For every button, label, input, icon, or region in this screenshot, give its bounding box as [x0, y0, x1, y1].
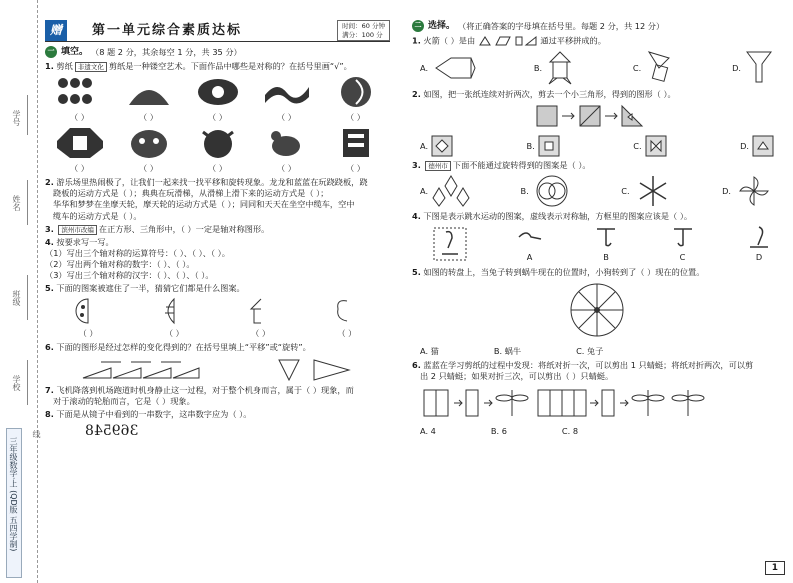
- papercut-row-1: [45, 75, 390, 109]
- question-text: 蓝蓝在学习剪纸的过程中发现：将纸对折一次，可以剪出 1 只蜻蜓；将纸对折两次，可以剪: [423, 359, 754, 370]
- right-column: [412, 20, 782, 440]
- option-c[interactable]: C. 兔子: [576, 345, 604, 356]
- question-number: 1.: [45, 61, 54, 72]
- option-a[interactable]: [420, 54, 476, 82]
- answer-blank[interactable]: （ ）: [70, 112, 89, 123]
- option-b[interactable]: [527, 135, 560, 157]
- question-text: 火箭（ ）是由: [423, 35, 476, 46]
- blank-line: [27, 95, 28, 135]
- papercut-ox-icon: [193, 126, 243, 160]
- option-b[interactable]: [534, 50, 575, 86]
- question-number: 6.: [412, 359, 421, 370]
- answer-blank[interactable]: （ ）: [277, 163, 296, 174]
- question-number: 7.: [45, 385, 54, 396]
- question-number: 8.: [45, 409, 54, 420]
- question-number: 3.: [412, 160, 421, 171]
- papercut-octagon-icon: [55, 126, 105, 160]
- option-label: C.: [621, 185, 630, 196]
- region-tag: 滨州市改编: [58, 225, 97, 235]
- diver-b-icon: [591, 225, 621, 249]
- option-c[interactable]: [668, 225, 698, 263]
- question-number: 3.: [45, 223, 54, 234]
- pinwheel-icon: [734, 174, 774, 208]
- transform-figures-row: [45, 356, 390, 382]
- choice-2: [412, 89, 782, 100]
- answer-blank[interactable]: （ ）: [70, 163, 89, 174]
- choice-1-options: [420, 50, 774, 86]
- page-title: 第一单元综合素质达标: [92, 22, 243, 38]
- answer-blank[interactable]: （ ）: [139, 163, 158, 174]
- region-tag: 德州市: [425, 161, 451, 171]
- choice-5: [412, 267, 782, 278]
- answer-blank[interactable]: （ ）: [346, 163, 365, 174]
- option-label: A.: [420, 185, 429, 196]
- question-number: 4.: [45, 236, 54, 247]
- section-choice: [412, 20, 782, 32]
- blank-line: [27, 275, 28, 320]
- square-square-icon: [538, 135, 560, 157]
- section-title: 填空。: [61, 47, 89, 57]
- option-label: C.: [633, 140, 642, 151]
- answer-blank[interactable]: （ ）: [208, 112, 227, 123]
- option-label: D.: [740, 140, 749, 151]
- rocket-a-icon: [431, 54, 476, 82]
- sub-question: （1）写出三个轴对称的运算符号：（ ）、（ ）、（ ）。: [45, 247, 230, 258]
- diver-a-icon: [515, 225, 545, 249]
- page-number: 1: [765, 561, 785, 575]
- papercut-dragon-icon: [262, 75, 312, 109]
- answer-blank[interactable]: （ ）: [78, 327, 98, 338]
- ladybug-half-icon: [73, 297, 103, 325]
- page-header: [45, 20, 390, 42]
- question-number: 5.: [412, 266, 421, 277]
- question-number: 5.: [45, 282, 54, 293]
- half-figures-row: [45, 297, 390, 325]
- diver-d-icon: [744, 225, 774, 249]
- question-text: 如图，把一张纸连续对折两次，剪去一个小三角形，得到的图形（ ）。: [423, 89, 676, 100]
- option-label: C: [679, 252, 686, 263]
- class-label: 班级: [12, 290, 21, 306]
- option-a[interactable]: [420, 135, 453, 157]
- option-d[interactable]: [744, 225, 774, 263]
- question-number: 2.: [45, 177, 54, 188]
- snowflake-icon: [633, 174, 673, 208]
- option-b[interactable]: [521, 174, 572, 208]
- choice-6: [412, 360, 782, 382]
- question-number: 1.: [412, 35, 421, 46]
- fish-half-icon: [159, 297, 189, 325]
- spinner-wheel-icon: [567, 280, 627, 340]
- option-b[interactable]: B. 蜗牛: [493, 345, 522, 356]
- option-label: A.: [420, 62, 429, 73]
- option-label: B.: [526, 140, 535, 151]
- question-2: [45, 177, 390, 221]
- option-a[interactable]: [420, 174, 471, 208]
- question-text: 出 2 只蜻蜓；如果对折三次，可以剪出（ ）只蜻蜓。: [420, 370, 614, 381]
- option-a[interactable]: A. 猫: [420, 345, 439, 356]
- fold-steps: [412, 103, 782, 132]
- answer-blank[interactable]: （ ）: [208, 163, 227, 174]
- sub-question: （2）写出两个轴对称的数字：（ ）、（ ）。: [45, 258, 195, 269]
- question-prefix: 剪纸: [56, 61, 73, 72]
- dragonfly-folding-icon: [422, 386, 762, 420]
- option-d[interactable]: [740, 135, 774, 157]
- section-number: 二: [412, 20, 424, 32]
- papercut-character-icon: [331, 126, 381, 160]
- choice-4: [412, 211, 782, 222]
- section-title: 选择。: [428, 21, 456, 31]
- cut-mark: 线: [32, 430, 41, 438]
- student-name-label: 姓名: [12, 195, 21, 211]
- question-text: 华华和梦梦在坐摩天轮，摩天轮的运动方式是（ ）；同同和天天在坐空中缆车，空中: [53, 199, 355, 210]
- question-text: 飞机降落到机场跑道时机身静止这一过程，对于整个机身而言，属于（ ）现象，而: [56, 385, 354, 396]
- spinner-figure: [412, 280, 782, 343]
- option-label: A.: [420, 140, 429, 151]
- option-label: A: [526, 252, 533, 263]
- section-note: （8 题 2 分，其余每空 1 分，共 35 分）: [91, 46, 242, 57]
- butterfly-half-icon: [332, 297, 362, 325]
- question-text: 下图是表示跳水运动的图案，虚线表示对称轴，方框里的图案应该是（ ）。: [423, 211, 693, 222]
- papercut-tiger-icon: [124, 126, 174, 160]
- culture-tag: 非遗文化: [75, 62, 107, 72]
- time-limit: 时间：60 分钟: [342, 22, 385, 31]
- question-number: 2.: [412, 89, 421, 100]
- answer-blanks-row: [45, 328, 390, 339]
- sub-question: （3）写出三个轴对称的汉字：（ ）、（ ）、（ ）。: [45, 269, 214, 280]
- full-score: 满分：100 分: [342, 30, 383, 39]
- rocket-b-icon: [545, 50, 575, 86]
- section-fill-blank: [45, 46, 390, 58]
- option-d[interactable]: [722, 174, 774, 208]
- book-strip-text: 三年级数学·上 (QD版 五四学制): [9, 437, 18, 552]
- circles-pattern-icon: [532, 174, 572, 208]
- option-a[interactable]: [515, 225, 545, 263]
- answer-blanks-row: [45, 163, 390, 174]
- question-1: [45, 61, 390, 72]
- question-5: [45, 283, 390, 294]
- option-c[interactable]: C. 8: [561, 425, 579, 436]
- option-b[interactable]: [591, 225, 621, 263]
- answer-blank[interactable]: （ ）: [139, 112, 158, 123]
- left-column: [45, 20, 390, 441]
- shape-pieces-icon: [478, 35, 538, 47]
- option-c[interactable]: [633, 50, 674, 86]
- book-strip: [6, 428, 22, 578]
- choice-5-options: [420, 346, 774, 357]
- choice-6-options: [420, 426, 774, 437]
- question-text: 下面的图案被遮住了一半，猜猜它们都是什么图案。: [56, 282, 245, 293]
- question-text: 对于滚动的轮胎而言，它是（ ）现象。: [53, 396, 195, 407]
- question-text: 缆车的运动方式是（ ）。: [53, 210, 142, 221]
- option-a[interactable]: A. 4: [420, 425, 436, 436]
- papercut-figures-icon: [124, 75, 174, 109]
- papercut-roosters-icon: [55, 75, 105, 109]
- option-d[interactable]: [732, 50, 774, 86]
- papercut-swirl-icon: [331, 75, 381, 109]
- option-label: B.: [533, 62, 543, 73]
- gift-badge: 赠: [45, 20, 67, 40]
- question-text: 剪纸是一种镂空艺术。下面作品中哪些是对称的？在括号里画“√”。: [108, 61, 352, 72]
- house-half-icon: [246, 297, 276, 325]
- question-7: [45, 385, 390, 407]
- square-triangle-icon: [752, 135, 774, 157]
- question-text: 如图的转盘上，当兔子转到蜗牛现在的位置时，小狗转到了（ ）现在的位置。: [423, 266, 705, 277]
- square-bowtie-icon: [645, 135, 667, 157]
- option-label: B.: [520, 185, 529, 196]
- question-number: 6.: [45, 342, 54, 353]
- question-number: 4.: [412, 211, 421, 222]
- option-label: D.: [722, 185, 731, 196]
- diamonds-pattern-icon: [431, 174, 471, 208]
- rocket-c-icon: [644, 50, 674, 86]
- question-6: [45, 342, 390, 353]
- square-diamond-icon: [431, 135, 453, 157]
- blank-line: [27, 180, 28, 225]
- question-4: [45, 237, 390, 281]
- school-label: 学校: [12, 375, 21, 391]
- choice-3-options: [420, 174, 774, 208]
- section-number: 一: [45, 46, 57, 58]
- choice-4-options: [432, 225, 774, 263]
- question-text: 下面的图形是经过怎样的变化得到的？在括号里填上“平移”或“旋转”。: [56, 342, 311, 353]
- choice-1: [412, 35, 782, 47]
- option-c[interactable]: [621, 174, 672, 208]
- papercut-mouse-icon: [262, 126, 312, 160]
- answer-blank[interactable]: （ ）: [277, 112, 296, 123]
- question-8: [45, 409, 390, 420]
- blank-line: [27, 360, 28, 405]
- question-text: 跷板的运动方式是（ ）；典典在玩滑梯，从滑梯上滑下来的运动方式是（ ）；: [53, 188, 329, 199]
- folding-diagram-icon: [532, 103, 662, 129]
- question-text: 下面是从镜子中看到的一串数字，这串数字应为（ ）。: [56, 409, 252, 420]
- answer-blank[interactable]: （ ）: [346, 112, 365, 123]
- answer-blank[interactable]: （ ）: [337, 327, 357, 338]
- option-c[interactable]: [633, 135, 666, 157]
- student-number-label: 学号: [12, 110, 21, 126]
- diver-reference-icon: [432, 226, 468, 262]
- option-label: D.: [732, 62, 741, 73]
- question-text: 通过平移拼成的。: [540, 35, 606, 46]
- question-text: 按要求写一写。: [56, 236, 114, 247]
- option-b[interactable]: B. 6: [490, 425, 507, 436]
- paper-cut-steps: [422, 386, 782, 423]
- question-text: 下面不能通过旋转得到的图案是（ ）。: [452, 160, 591, 171]
- diver-c-icon: [668, 225, 698, 249]
- rotate-triangles-icon: [274, 356, 354, 382]
- papercut-fish-icon: [193, 75, 243, 109]
- choice-2-options: [420, 135, 774, 157]
- question-text: 在正方形、三角形中，（ ）一定是轴对称图形。: [98, 223, 270, 234]
- option-label: D: [755, 252, 763, 263]
- option-label: B: [603, 252, 609, 263]
- answer-blanks-row: [45, 112, 390, 123]
- papercut-row-2: [45, 126, 390, 160]
- question-text: 游乐场里热闹极了，让我们一起来找一找平移和旋转现象。龙龙和蓝蓝在玩跷跷板，跷: [56, 177, 368, 188]
- section-note: （将正确答案的字母填在括号里。每题 2 分，共 12 分）: [458, 20, 665, 31]
- score-box: [337, 20, 390, 41]
- mirror-digits: 369548: [85, 423, 139, 440]
- translate-triangles-icon: [81, 356, 201, 382]
- choice-3: [412, 160, 782, 171]
- rocket-d-icon: [744, 50, 774, 86]
- answer-blank[interactable]: （ ）: [251, 327, 271, 338]
- binding-margin: [0, 0, 41, 583]
- answer-blank[interactable]: （ ）: [164, 327, 184, 338]
- option-label: C.: [632, 62, 642, 73]
- question-3: [45, 224, 390, 235]
